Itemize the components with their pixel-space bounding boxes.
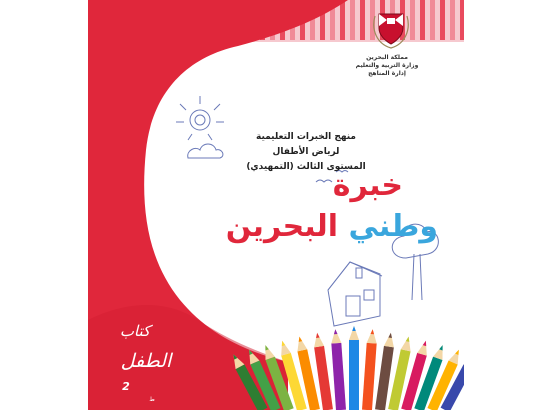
book-label: كتاب <box>119 322 151 340</box>
stripe <box>450 0 455 40</box>
title-word-experience: خبرة <box>332 168 403 203</box>
edition-number: 2 <box>122 380 130 393</box>
book-cover <box>88 0 464 410</box>
emblem-icon <box>374 14 408 48</box>
pencil-icon <box>349 326 359 410</box>
title-word-bahrain: البحرين <box>225 209 339 244</box>
curriculum-line-3: المستوى الثالث (التمهيدي) <box>246 162 366 172</box>
pencil-icon <box>362 329 378 410</box>
title-word-homeland: وطني <box>348 209 438 244</box>
stripe <box>360 0 365 40</box>
ministry-line-1: مملكة البحرين <box>366 54 408 61</box>
ministry-header <box>352 54 422 78</box>
stripe <box>410 0 415 40</box>
ministry-line-3: إدارة المناهج <box>368 70 406 77</box>
house-icon <box>328 262 382 326</box>
stripe <box>430 0 435 40</box>
title-line-2 <box>208 209 438 244</box>
stripe <box>460 0 464 40</box>
curriculum-line-2: لرياض الأطفال <box>272 147 340 157</box>
stripe <box>340 0 345 40</box>
stripe <box>350 0 355 40</box>
ministry-line-2: وزارة التربية والتعليم <box>355 62 419 69</box>
curriculum-line-1: منهج الخبرات التعليمية <box>255 132 357 142</box>
edition-label: ط <box>149 396 155 403</box>
stripe <box>420 0 425 40</box>
child-label: الطفل <box>120 350 172 372</box>
stripe <box>440 0 445 40</box>
pencil-icon <box>330 329 346 410</box>
